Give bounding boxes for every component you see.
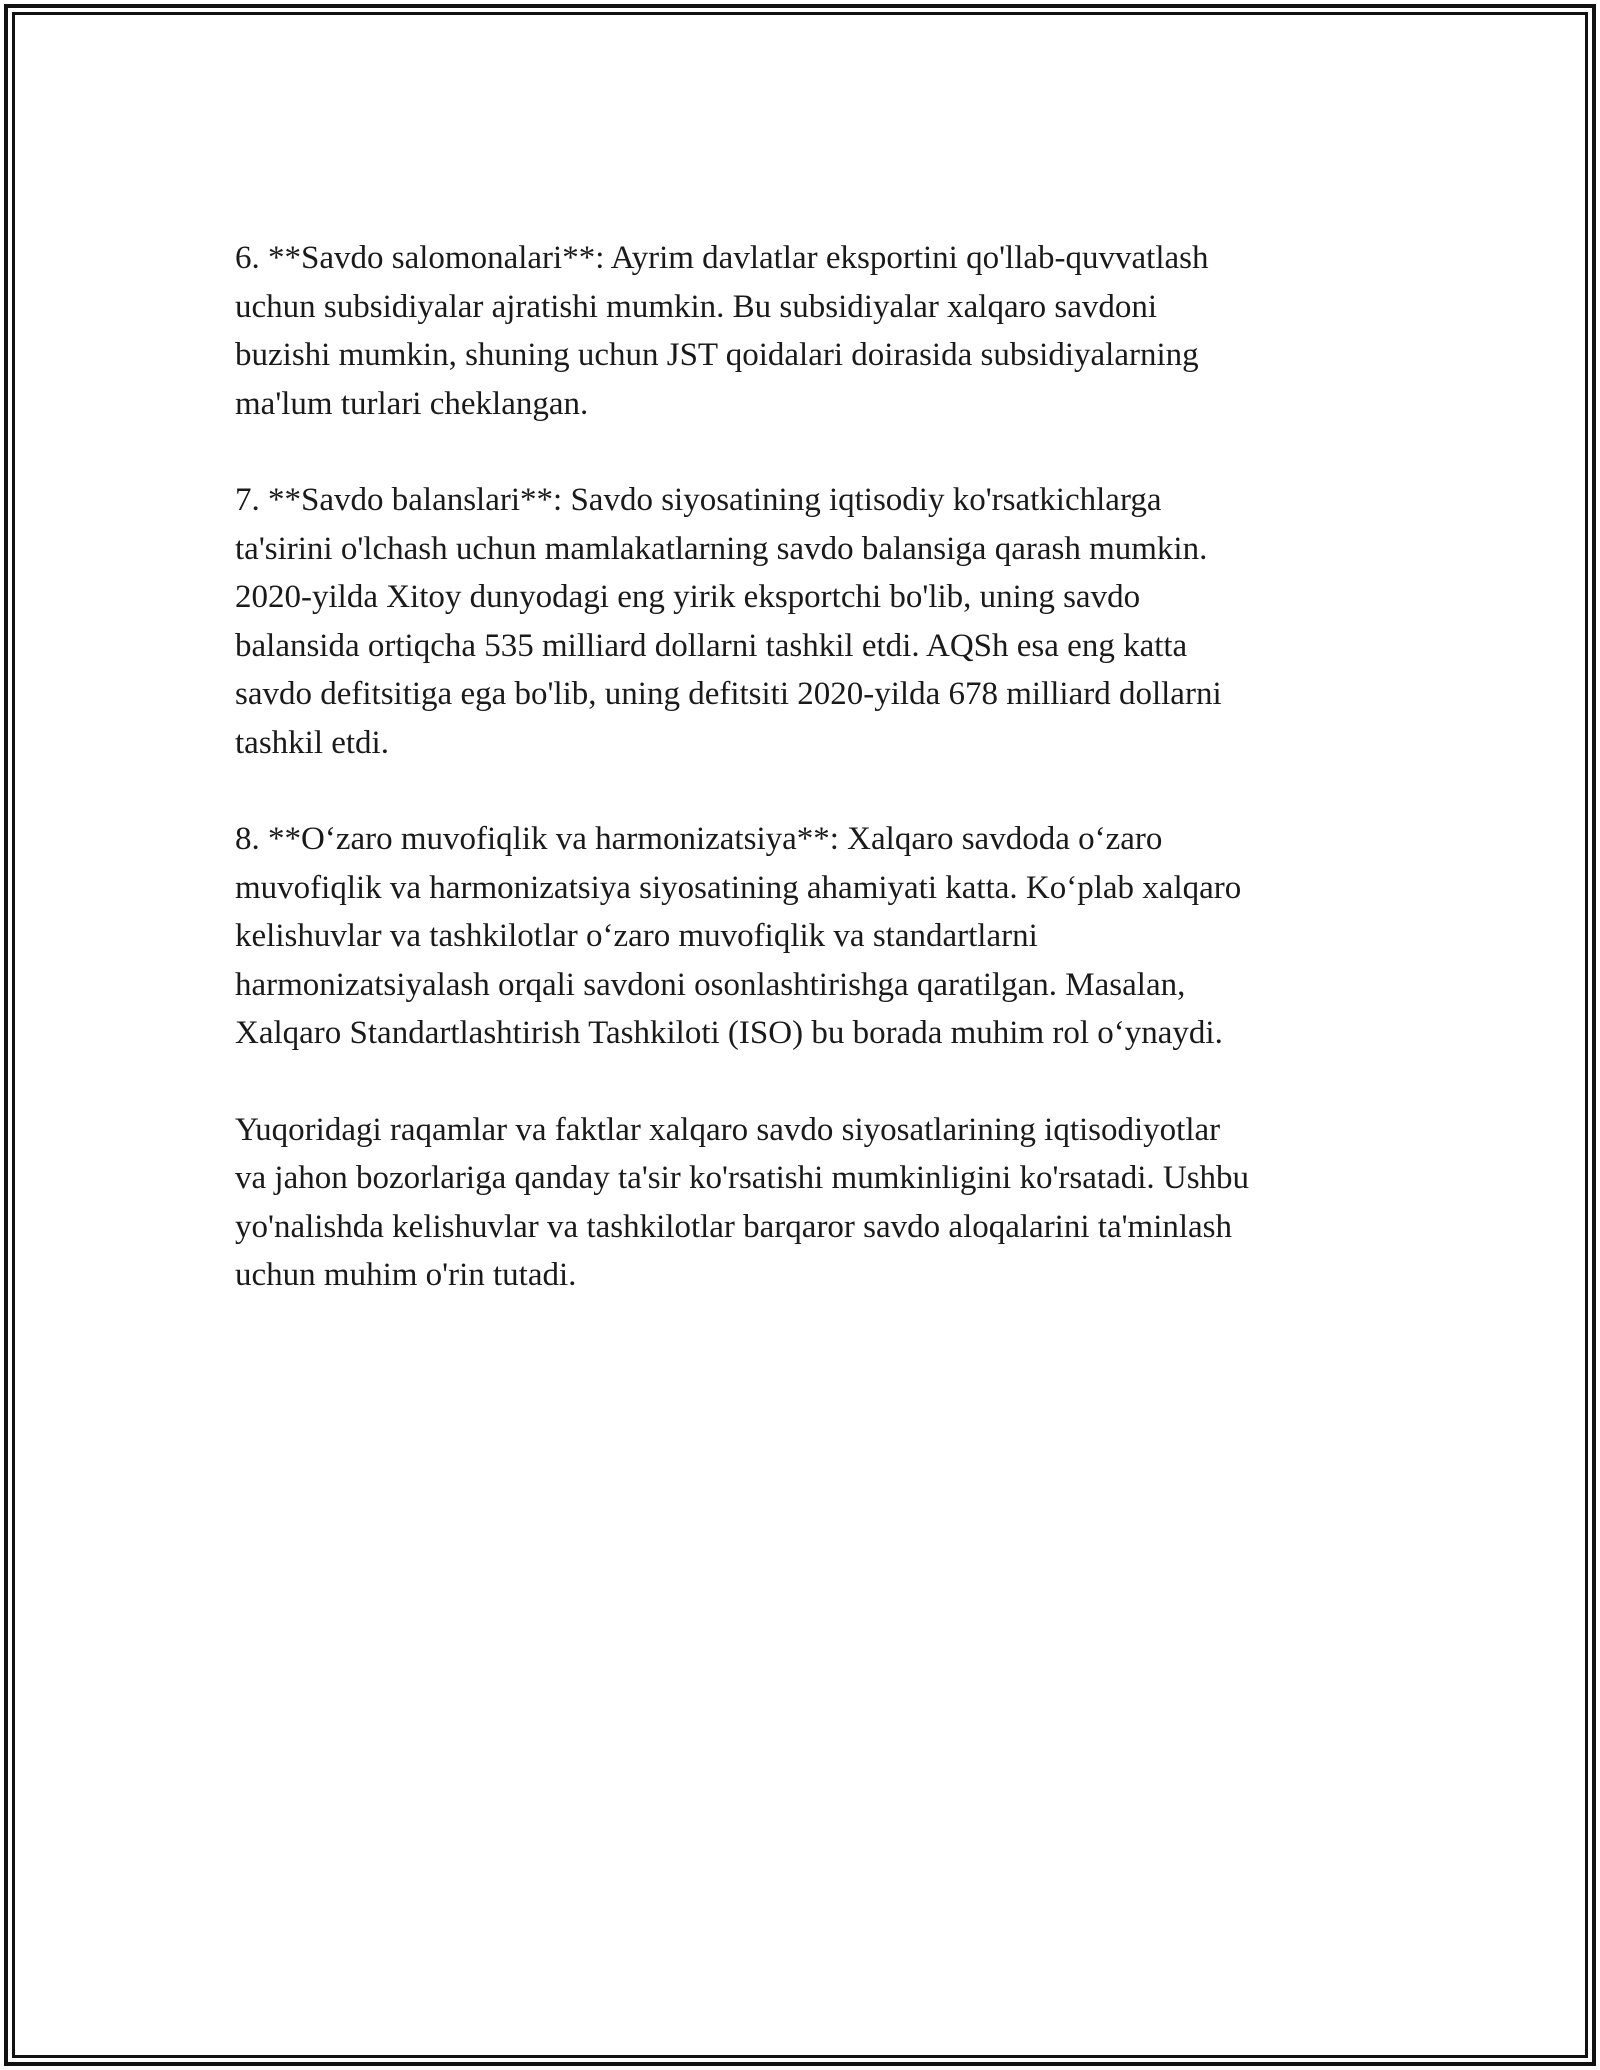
paragraph-savdo-salomonalari: 6. **Savdo salomonalari**: Ayrim davlatlar eksportini qo'llab-quvvatlash uchun subsidiyalar ajratishi mumkin. Bu subsidiyalar xalqaro savdoni buzishi mumkin, shuning uchun JST qoidalari doirasida subsidiyalarning ma'lum turlari cheklangan.	[235, 240, 1209, 422]
paragraph-savdo-balanslari: 7. **Savdo balanslari**: Savdo siyosatining iqtisodiy ko'rsatkichlarga ta'sirini o'lchash uchun mamlakatlarning savdo balansiga qarash mumkin. 2020-yilda Xitoy dunyodagi eng yirik eksportchi bo'lib, uning savdo balansida ortiqcha 535 milliard dollarni tashkil etdi. AQSh esa eng katta savdo defitsitiga ega bo'lib, uning defitsiti 2020-yilda 678 milliard dollarni tashkil etdi.	[235, 482, 1222, 761]
paragraph-conclusion: Yuqoridagi raqamlar va faktlar xalqaro savdo siyosatlarining iqtisodiyotlar va jahon bozorlariga qanday ta'sir ko'rsatishi mumkinligini ko'rsatadi. Ushbu yo'nalishda kelishuvlar va tashkilotlar barqaror savdo aloqalarini ta'minlash uchun muhim o'rin tutadi.	[235, 1111, 1250, 1293]
paragraph-ozaro-muvofiqlik: 8. **O‘zaro muvofiqlik va harmonizatsiya**: Xalqaro savdoda o‘zaro muvofiqlik va harmonizatsiya siyosatining ahamiyati katta. Ko‘plab xalqaro kelishuvlar va tashkilotlar o‘zaro muvofiqlik va standartlarni harmonizatsiyalash orqali savdoni osonlashtirishga qaratilgan. Masalan, Xalqaro Standartlashtirish Tashkiloti (ISO) bu borada muhim rol o‘ynaydi.	[235, 821, 1242, 1051]
document-body	[235, 234, 1385, 1348]
